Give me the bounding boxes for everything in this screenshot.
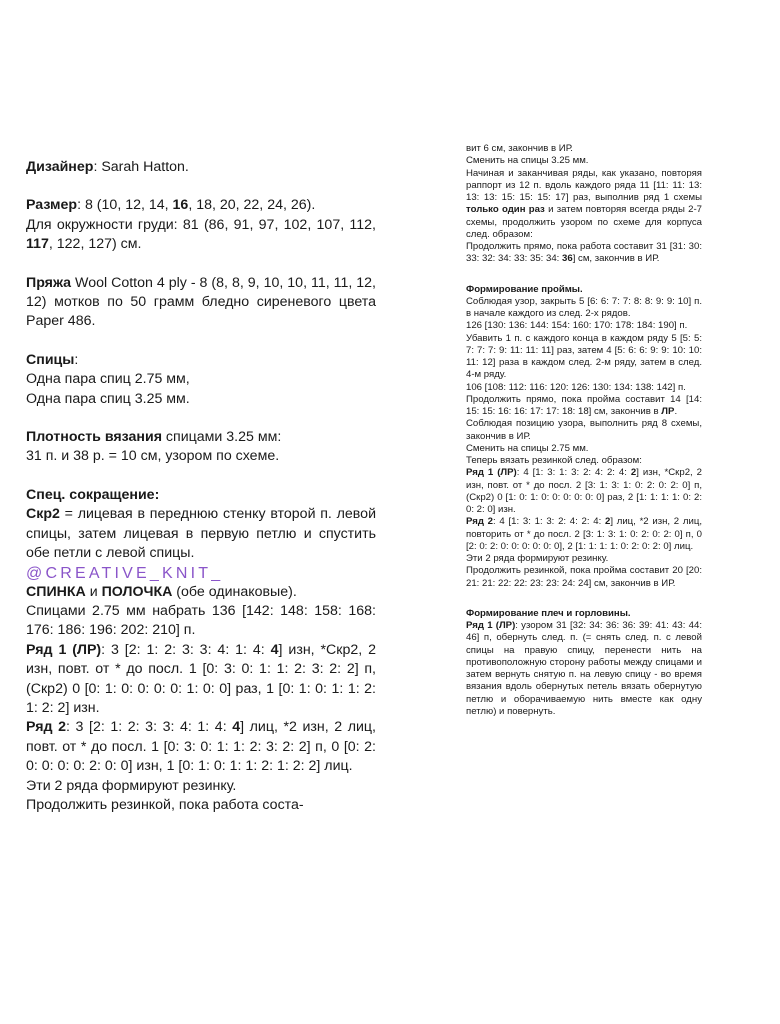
rib-row1-label: Ряд 1 (ЛР) bbox=[466, 467, 517, 479]
rib-line: Эти 2 ряда формируют резинку. bbox=[26, 777, 237, 794]
back-label: СПИНКА bbox=[26, 583, 86, 600]
cont-line-1: вит 6 см, закончив в ИР. bbox=[466, 143, 573, 154]
pattern-line bbox=[466, 168, 702, 242]
designer-line bbox=[26, 158, 376, 177]
gauge-value: спицами 3.25 мм: bbox=[161, 429, 282, 446]
armhole-line-6: Соблюдая позицию узора, выполнить ряд 8 схемы, закончив в ИР. bbox=[466, 418, 702, 442]
size-value-end: , 18, 20, 22, 24, 26). bbox=[188, 197, 316, 214]
row1-text-end: ] изн, *Скр2, 2 изн, повт. от * до посл. 1 [0: 3: 0: 1: 1: 2: 3: 2: 2] п, (Скр2) 0 [0: 1: 0: 0: 0: 0: 1: 0: 0] раз, 1 [0: 1: 0: 1: 1: 2: 1: 2: 2] изн. bbox=[26, 641, 377, 716]
needles-heading bbox=[26, 351, 376, 370]
row1-label: Ряд 1 (ЛР) bbox=[26, 641, 102, 658]
armhole-line-8: Теперь вязать резинкой след. образом: bbox=[466, 455, 642, 466]
back-and: и bbox=[85, 583, 102, 600]
armhole-title bbox=[466, 284, 702, 296]
armhole-end-5: . bbox=[674, 406, 678, 417]
rib-row2-end: ] лиц, *2 изн, 2 лиц, повторить от * до посл. 2 [3: 1: 3: 1: 0: 2: 0: 2: 0] п, 0 [2: 0: 2: 0: 0: 0: 0: 0: 0], 2 [1: 1: 1: 1: 0: 2: 0: 2: 0] лиц. bbox=[466, 516, 702, 552]
rib-row2-text: : 4 [1: 3: 1: 3: 2: 4: 2: 4: bbox=[493, 516, 605, 528]
row1-line bbox=[26, 641, 376, 719]
shoulder-title-text: Формирование плеч и горловины. bbox=[466, 607, 631, 619]
front-label: ПОЛОЧКА bbox=[101, 583, 173, 600]
continue-line: Продолжить резинкой, пока работа соста- bbox=[26, 796, 304, 813]
armhole-line-3: Убавить 1 п. с каждого конца в каждом ряду 5 [5: 5: 7: 7: 7: 9: 11: 11: 11] раз, затем 4 [5: 6: 6: 9: 9: 10: 10: 11: 12] раза в каждом след. 2-м ряду, затем в след. 4-м ряду. bbox=[466, 332, 702, 381]
right-column bbox=[466, 143, 702, 718]
chest-line bbox=[26, 216, 376, 255]
size-value: : 8 (10, 12, 14, bbox=[77, 197, 173, 214]
straight-text-end: ] см, закончив в ИР. bbox=[572, 253, 660, 265]
row2-text: : 3 [2: 1: 2: 3: 3: 4: 1: 4: bbox=[66, 719, 233, 736]
pattern-bold: только один раз bbox=[466, 204, 545, 216]
armhole-line-5 bbox=[466, 394, 702, 419]
cont-line-2: Сменить на спицы 3.25 мм. bbox=[466, 155, 589, 167]
shoulder-title bbox=[466, 608, 702, 620]
gauge-heading bbox=[26, 428, 376, 447]
straight-line bbox=[466, 241, 702, 266]
armhole-line-1: Соблюдая узор, закрыть 5 [6: 6: 7: 7: 8: 8: 9: 9: 10] п. в начале каждого из след. 2-х рядов. bbox=[466, 295, 702, 319]
row1-text: : 3 [2: 1: 2: 3: 3: 4: 1: 4: bbox=[101, 641, 271, 658]
yarn-value: Wool Cotton 4 ply - 8 (8, 8, 9, 10, 10, 11, 11, 12, 12) мотков по 50 грамм бледно сиреневого цвета Paper 486. bbox=[26, 274, 376, 330]
chest-bold: 117 bbox=[26, 236, 49, 253]
left-column bbox=[26, 158, 376, 815]
armhole-line-4: 106 [108: 112: 116: 120: 126: 130: 134: 138: 142] п. bbox=[466, 381, 686, 393]
gauge-line: 31 п. и 38 р. = 10 см, узором по схеме. bbox=[26, 448, 280, 465]
needles-line-1: Одна пара спиц 2.75 мм, bbox=[26, 371, 190, 388]
needles-label: Спицы bbox=[26, 351, 75, 368]
chest-text-end: , 122, 127) см. bbox=[48, 236, 142, 253]
shoulder-row1-text: : узором 31 [32: 34: 36: 36: 39: 41: 43: 44: 46] п, обернуть след. п. (= снять след. п. с левой спицы на правую спицу, перенести нить на противоположную сторону работы между спицами и затем вернуть снятую п. на левую спицу - во время вязания вдоль обернутых петель вязать обернутую петлю и оборачиваемую нить вместе как одну петлю) и повернуть. bbox=[466, 620, 702, 717]
watermark: @CREATIVE_KNIT_ bbox=[26, 564, 224, 582]
pattern-text-end: и затем повторяя всегда ряды 2-7 схемы, продолжить узором по схеме для корпуса след. образом: bbox=[466, 204, 702, 240]
armhole-line-7: Сменить на спицы 2.75 мм. bbox=[466, 442, 589, 454]
cast-on-line: Спицами 2.75 мм набрать 136 [142: 148: 158: 168: 176: 186: 196: 202: 210] п. bbox=[26, 602, 376, 639]
needles-line-2: Одна пара спиц 3.25 мм. bbox=[26, 390, 190, 407]
rib-line-3: Продолжить резинкой, пока пройма составит 20 [20: 21: 21: 22: 22: 23: 23: 24: 24] см, закончив в ИР. bbox=[466, 565, 702, 589]
rib-row2-bold: 2 bbox=[604, 516, 611, 528]
abbr-line bbox=[26, 505, 376, 563]
armhole-line-2: 126 [130: 136: 144: 154: 160: 170: 178: 184: 190] п. bbox=[466, 320, 688, 332]
row2-line bbox=[26, 718, 376, 776]
back-note: (обе одинаковые). bbox=[172, 583, 297, 600]
rib-row2-label: Ряд 2 bbox=[466, 516, 494, 528]
shoulder-row1-label: Ряд 1 (ЛР) bbox=[466, 620, 516, 631]
straight-text: Продолжить прямо, пока работа составит 31 [31: 30: 33: 32: 34: 33: 35: 34: bbox=[466, 241, 702, 265]
abbr-text: = лицевая в переднюю стенку второй п. левой спицы, затем лицевая в первую петлю и спустить обе петли с левой спицы. bbox=[26, 506, 376, 562]
size-bold: 16 bbox=[172, 197, 189, 214]
armhole-bold-5: ЛР bbox=[661, 406, 675, 417]
abbr-label: Спец. сокращение: bbox=[26, 486, 160, 503]
rib-row1-end: ] изн, *Скр2, 2 изн, повт. от * до посл. 2 [3: 1: 3: 1: 0: 2: 0: 2: 0] п, (Скр2) 0 [1: 0: 1: 0: 0: 0: 0: 0: 0] раз, 2 [1: 1: 1: 1: 0: 2: 0: 2: 0] изн. bbox=[466, 467, 702, 515]
row2-bold: 4 bbox=[232, 719, 241, 736]
armhole-title-text: Формирование проймы. bbox=[466, 283, 583, 295]
chest-text: Для окружности груди: 81 (86, 91, 97, 102, 107, 112, bbox=[26, 216, 376, 233]
straight-bold: 36 bbox=[562, 253, 573, 265]
rib-line-2: Эти 2 ряда формируют резинку. bbox=[466, 553, 609, 564]
yarn-line bbox=[26, 274, 376, 332]
designer-label: Дизайнер bbox=[26, 159, 94, 175]
pattern-text: Начиная и заканчивая ряды, как указано, повторяя раппорт из 12 п. вдоль каждого ряда 11 [11: 11: 13: 13: 13: 15: 15: 15: 17] раз, выполнив ряд 1 схемы bbox=[466, 167, 702, 203]
abbr-heading bbox=[26, 486, 376, 505]
shoulder-row1 bbox=[466, 620, 702, 718]
back-heading bbox=[26, 583, 376, 602]
size-line bbox=[26, 196, 376, 215]
rib-row1-text: : 4 [1: 3: 1: 3: 2: 4: 2: 4: bbox=[516, 467, 631, 479]
row1-bold: 4 bbox=[270, 641, 279, 658]
yarn-label: Пряжа bbox=[26, 274, 72, 291]
size-label: Размер bbox=[26, 197, 78, 214]
row2-text-end: ] лиц, *2 изн, 2 лиц, повт. от * до посл. 1 [0: 3: 0: 1: 1: 2: 3: 2: 2] п, 0 [0: 2: 0: 0: 0: 0: 2: 0: 0] изн, 1 [0: 1: 0: 1: 1: 2: 1: 2: 2] лиц. bbox=[26, 719, 376, 775]
row2-label: Ряд 2 bbox=[26, 719, 67, 736]
abbr-term: Скр2 bbox=[26, 506, 60, 523]
designer-value: : Sarah Hatton. bbox=[93, 159, 189, 175]
rib-row1-bold: 2 bbox=[630, 467, 637, 479]
rib-row1 bbox=[466, 467, 702, 516]
needles-colon: : bbox=[74, 351, 79, 368]
gauge-label: Плотность вязания bbox=[26, 429, 162, 446]
armhole-text-5: Продолжить прямо, пока пройма составит 14 [14: 15: 15: 16: 16: 17: 17: 18: 18] см, закончив в bbox=[466, 393, 702, 417]
rib-row2 bbox=[466, 516, 702, 553]
